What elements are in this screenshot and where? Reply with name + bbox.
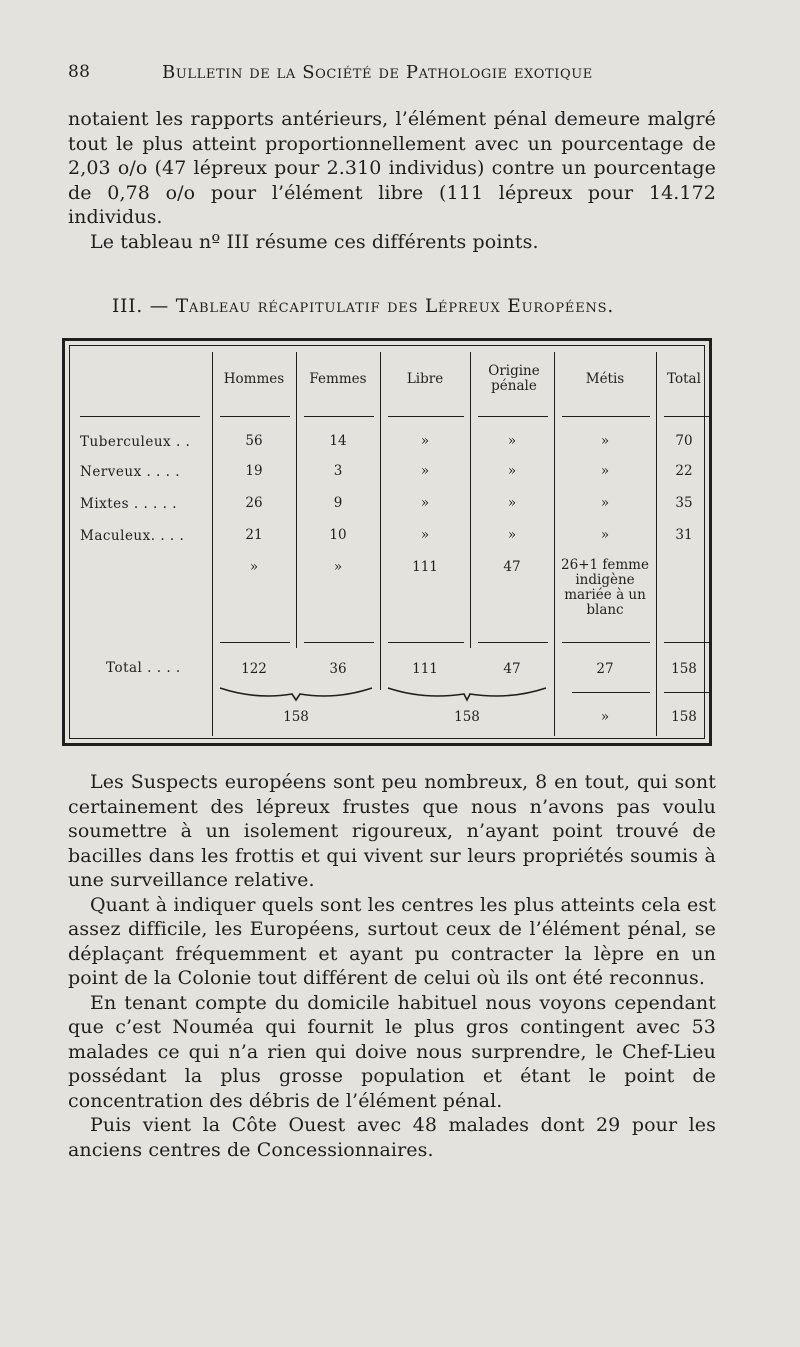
right-brace xyxy=(384,684,550,704)
total-label: Total . . . . xyxy=(106,660,181,676)
cell-metis-note: 26+1 femme indigène mariée à un blanc xyxy=(561,557,649,618)
cell-total: 22 xyxy=(675,463,693,479)
column-divider xyxy=(380,352,381,690)
cell-femmes: 14 xyxy=(329,433,347,449)
cell-libre: » xyxy=(420,495,430,511)
header-rule xyxy=(388,416,464,417)
total-rule xyxy=(220,642,290,643)
header-metis: Métis xyxy=(585,371,625,387)
summary-table xyxy=(62,338,712,746)
cell-femmes: 9 xyxy=(333,495,343,511)
cell-total: 35 xyxy=(675,495,693,511)
caption-dash: — xyxy=(149,296,170,317)
header-rule xyxy=(304,416,374,417)
column-divider xyxy=(656,352,657,736)
header-rule xyxy=(80,416,200,417)
sum-libre-origine: 158 xyxy=(454,709,480,725)
row-label: Nerveux . . . . xyxy=(80,464,181,480)
total-sum-rule xyxy=(664,692,712,693)
cell-hommes: 56 xyxy=(245,433,263,449)
total-rule xyxy=(478,642,548,643)
cell-metis: » xyxy=(600,495,610,511)
total-metis: 27 xyxy=(596,661,614,677)
cell-libre: 111 xyxy=(412,559,438,575)
cell-libre: » xyxy=(420,433,430,449)
body-paragraph: En tenant compte du domicile habituel nous voyons cependant que c’est Nouméa qui fournit le plus gros contingent avec 53 malades ce qui n’a rien qui doive nous surprendre, le Chef-Lieu possédant la plus grosse population et étant le point de concentration des débris de l’élément pénal. xyxy=(68,991,716,1112)
total-total: 158 xyxy=(671,661,697,677)
header-rule xyxy=(220,416,290,417)
sum-total: 158 xyxy=(671,709,697,725)
cell-femmes: » xyxy=(333,559,343,575)
total-rule xyxy=(664,642,712,643)
intro-paragraph: notaient les rapports antérieurs, l’élément pénal demeure malgré tout le plus atteint proportionnellement avec un pourcentage de 2,03 o/o (47 lépreux pour 2.310 individus) contre un pourcentage de 0,78 o/o pour l’élément libre (111 lépreux pour 14.172 individus. xyxy=(68,108,716,228)
column-divider xyxy=(212,352,213,736)
cell-total: 31 xyxy=(675,527,693,543)
intro-text xyxy=(68,107,716,254)
cell-hommes: 19 xyxy=(245,463,263,479)
cell-libre: » xyxy=(420,527,430,543)
table-inner-frame xyxy=(69,345,705,739)
body-paragraph: Quant à indiquer quels sont les centres les plus atteints cela est assez difficile, les Européens, surtout ceux de l’élément pénal, se déplaçant fréquemment et ayant pu contracter la lèpre en un point de la Colonie tout différent de celui où ils ont été reconnus. xyxy=(68,893,716,989)
header-hommes: Hommes xyxy=(223,371,285,387)
body-paragraph: Puis vient la Côte Ouest avec 48 malades dont 29 pour les anciens centres de Concessionnaires. xyxy=(68,1114,716,1161)
row-label: Mixtes . . . . . xyxy=(80,496,178,512)
table-number: III. xyxy=(112,296,144,317)
cell-metis: » xyxy=(600,463,610,479)
metis-sum-rule xyxy=(572,692,650,693)
cell-hommes: » xyxy=(249,559,259,575)
cell-origine: » xyxy=(507,527,517,543)
header-rule xyxy=(478,416,548,417)
cell-hommes: 21 xyxy=(245,527,263,543)
header-rule xyxy=(664,416,712,417)
total-femmes: 36 xyxy=(329,661,347,677)
total-rule xyxy=(388,642,464,643)
sum-hommes-femmes: 158 xyxy=(283,709,309,725)
cell-origine: 47 xyxy=(503,559,521,575)
cell-femmes: 10 xyxy=(329,527,347,543)
cell-origine: » xyxy=(507,495,517,511)
running-title: Bulletin de la Société de Pathologie exotique xyxy=(162,62,593,83)
header-origine-penale: Origine pénale xyxy=(488,363,540,394)
cell-hommes: 26 xyxy=(245,495,263,511)
sum-metis: » xyxy=(600,709,610,725)
total-rule xyxy=(562,642,650,643)
intro-paragraph: Le tableau nº III résume ces différents points. xyxy=(90,230,539,253)
total-libre: 111 xyxy=(412,661,438,677)
total-rule xyxy=(304,642,374,643)
total-origine: 47 xyxy=(503,661,521,677)
row-label: Tuberculeux . . xyxy=(80,434,191,450)
header-total: Total xyxy=(667,371,701,387)
cell-metis: » xyxy=(600,527,610,543)
table-title: Tableau récapitulatif des Lépreux Européens. xyxy=(175,296,615,317)
body-text xyxy=(68,770,716,1162)
cell-origine: » xyxy=(507,463,517,479)
header-libre: Libre xyxy=(406,371,444,387)
cell-libre: » xyxy=(420,463,430,479)
cell-total: 70 xyxy=(675,433,693,449)
row-label: Maculeux. . . . xyxy=(80,528,185,544)
cell-metis: » xyxy=(600,433,610,449)
page-number: 88 xyxy=(68,62,91,82)
cell-origine: » xyxy=(507,433,517,449)
header-rule xyxy=(562,416,650,417)
header-femmes: Femmes xyxy=(309,371,367,387)
table-caption xyxy=(112,296,614,317)
column-divider xyxy=(554,352,555,736)
left-brace xyxy=(216,684,376,704)
body-paragraph: Les Suspects européens sont peu nombreux, 8 en tout, qui sont certainement des lépreux frustes que nous n’avons pas voulu soumettre à un isolement rigoureux, n’ayant point trouvé de bacilles dans les frottis et qui vivent sur leurs propriétés soumis à une surveillance relative. xyxy=(68,771,716,891)
cell-femmes: 3 xyxy=(333,463,343,479)
total-hommes: 122 xyxy=(241,661,267,677)
